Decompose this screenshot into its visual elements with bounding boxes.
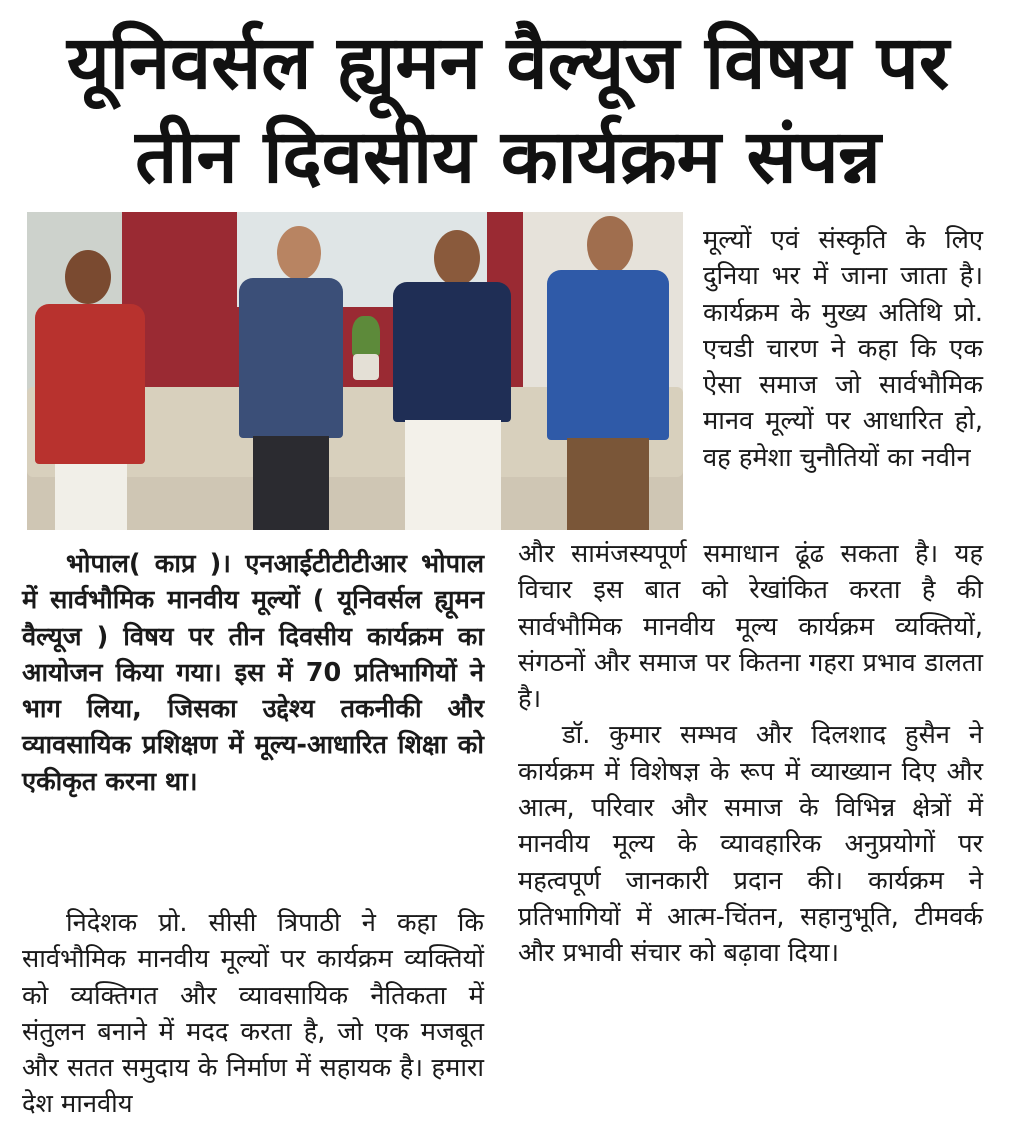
article-text-right-para2: डॉ. कुमार सम्भव और दिलशाद हुसैन ने कार्यक्रम में विशेषज्ञ के रूप में व्याख्यान दिए और आत्म, परिवार और समाज के विभिन्न क्षेत्रों में मानवीय मूल्य के व्यावहारिक अनुप्रयोगों पर महत्वपूर्ण जानकारी प्रदान की। कार्यक्रम ने प्रतिभागियों में आत्म-चिंतन, सहानुभूति, टीमवर्क और प्रभावी संचार को बढ़ावा दिया। — [518, 720, 983, 969]
plant-icon — [352, 316, 380, 356]
headline-line-2: तीन दिवसीय कार्यक्रम संपन्न — [135, 114, 881, 200]
dateline: भोपाल( काप्र )। — [66, 549, 231, 579]
lead-text: एनआईटीटीटीआर भोपाल में सार्वभौमिक मानवीय मूल्यों ( यूनिवर्सल ह्यूमन वैल्यूज ) विषय पर तीन दिवसीय कार्यक्रम का आयोजन किया गया। इस में 70 प्रतिभागियों ने भाग लिया, जिसका उद्देश्य तकनीकी और व्यावसायिक प्रशिक्षण में मूल्य-आधारित शिक्षा को एकीकृत करना था। — [22, 549, 484, 797]
article-text-right-top: मूल्यों एवं संस्कृति के लिए दुनिया भर में जाना जाता है। कार्यक्रम के मुख्य अतिथि प्रो. एचडी चारण ने कहा कि एक ऐसा समाज जो सार्वभौमिक मानव मूल्यों पर आधारित हो, वह हमेशा चुनौतियों का नवीन — [703, 225, 983, 473]
article-column-right-bottom — [518, 536, 983, 972]
article-column-right-top — [703, 222, 983, 476]
headline-line-1: यूनिवर्सल ह्यूमन वैल्यूज विषय पर — [66, 20, 950, 106]
pot-icon — [353, 354, 379, 380]
news-photo — [27, 212, 683, 530]
article-text-left-para2: निदेशक प्रो. सीसी त्रिपाठी ने कहा कि सार्वभौमिक मानवीय मूल्यों पर कार्यक्रम व्यक्तियों को व्यक्तिगत और व्यावसायिक नैतिकता में संतुलन बनाने में मदद करता है, जो एक मजबूत और सतत समुदाय के निर्माण में सहायक है। हमारा देश मानवीय — [22, 908, 484, 1120]
lead-paragraph — [22, 546, 484, 800]
article-text-right-cont: और सामंजस्यपूर्ण समाधान ढूंढ सकता है। यह विचार इस बात को रेखांकित करता है की सार्वभौमिक मानवीय मूल्य कार्यक्रम व्यक्तियों, संगठनों और समाज पर कितना गहरा प्रभाव डालता है। — [518, 539, 983, 715]
article-column-left-lead — [22, 546, 484, 800]
article-column-left — [22, 905, 484, 1123]
